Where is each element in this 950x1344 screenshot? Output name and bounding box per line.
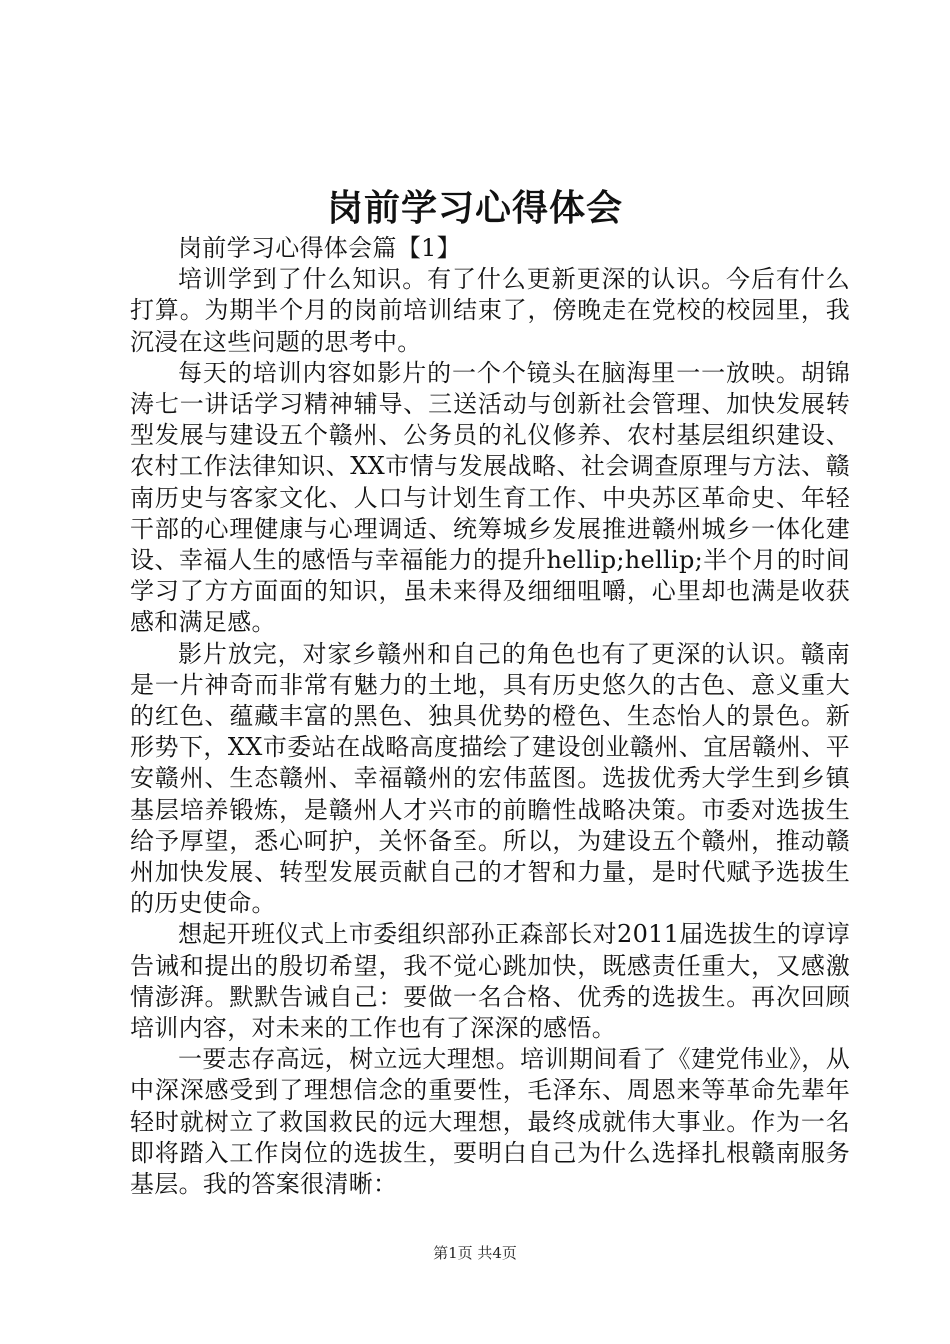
- paragraph: 想起开班仪式上市委组织部孙正森部长对2011届选拔生的谆谆告诫和提出的殷切希望，我不觉心跳加快，既感责任重大，又感激情澎湃。默默告诫自己：要做一名合格、优秀的选拔生。再次回顾培训内容，对未来的工作也有了深深的感悟。: [130, 920, 850, 1043]
- paragraph: 一要志存高远，树立远大理想。培训期间看了《建党伟业》，从中深深感受到了理想信念的重要性，毛泽东、周恩来等革命先辈年轻时就树立了救国救民的远大理想，最终成就伟大事业。作为一名即将踏入工作岗位的选拔生，要明白自己为什么选择扎根赣南服务基层。我的答案很清晰：: [130, 1045, 850, 1199]
- section-heading: 岗前学习心得体会篇【1】: [178, 234, 461, 262]
- paragraph: 培训学到了什么知识。有了什么更新更深的认识。今后有什么打算。为期半个月的岗前培训结束了，傍晚走在党校的校园里，我沉浸在这些问题的思考中。: [130, 265, 850, 356]
- document-body: [130, 233, 850, 1200]
- page-footer: 第1页 共4页: [433, 1244, 517, 1262]
- paragraph: 影片放完，对家乡赣州和自己的角色也有了更深的认识。赣南是一片神奇而非常有魅力的土地，具有历史悠久的古色、意义重大的红色、蕴藏丰富的黑色、独具优势的橙色、生态怡人的景色。新形势下，XX市委站在战略高度描绘了建设创业赣州、宜居赣州、平安赣州、生态赣州、幸福赣州的宏伟蓝图。选拔优秀大学生到乡镇基层培养锻炼，是赣州人才兴市的前瞻性战略决策。市委对选拔生给予厚望，悉心呵护，关怀备至。所以，为建设五个赣州，推动赣州加快发展、转型发展贡献自己的才智和力量，是时代赋予选拔生的历史使命。: [130, 639, 850, 918]
- document-title: 岗前学习心得体会: [326, 187, 623, 229]
- paragraph: 每天的培训内容如影片的一个个镜头在脑海里一一放映。胡锦涛七一讲话学习精神辅导、三送活动与创新社会管理、加快发展转型发展与建设五个赣州、公务员的礼仪修养、农村基层组织建设、农村工作法律知识、XX市情与发展战略、社会调查原理与方法、赣南历史与客家文化、人口与计划生育工作、中央苏区革命史、年轻干部的心理健康与心理调适、统筹城乡发展推进赣州城乡一体化建设、幸福人生的感悟与幸福能力的提升hellip;hellip;半个月的时间学习了方方面面的知识，虽未来得及细细咀嚼，心里却也满是收获感和满足感。: [130, 358, 850, 637]
